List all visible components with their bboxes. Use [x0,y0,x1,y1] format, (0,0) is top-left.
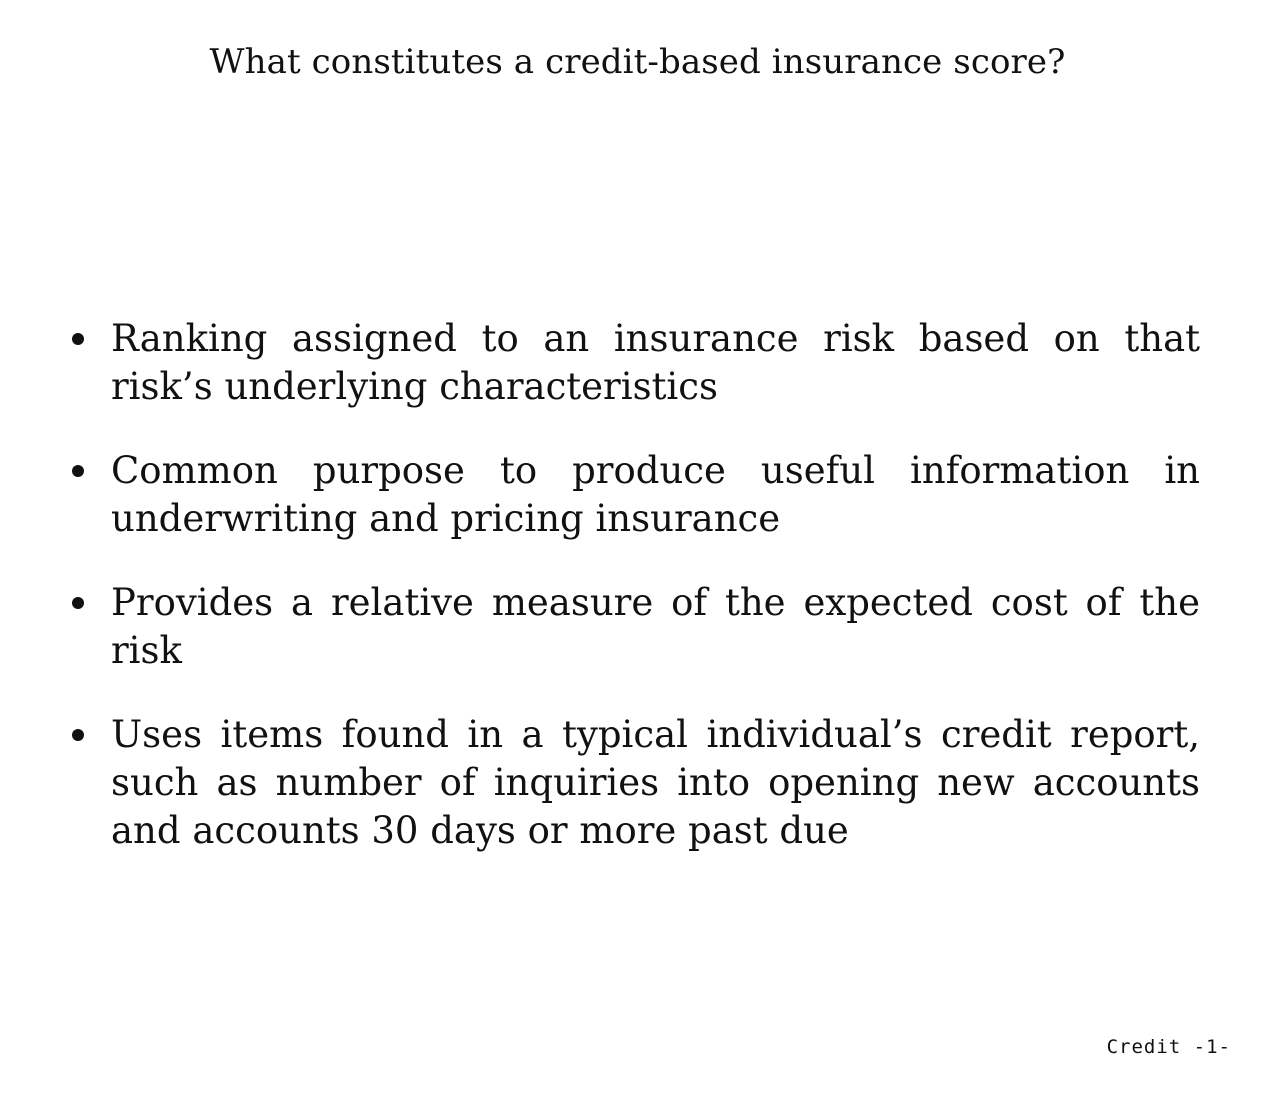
bullet-dot-icon [72,729,84,741]
bullet-text: Uses items found in a typical individual’s credit report, such as number of inquiries into opening new accounts and accounts 30 days or more past due [111,713,1200,852]
bullet-dot-icon [72,597,84,609]
bullet-dot-icon [72,465,84,477]
bullet-item-common-purpose [68,447,1200,543]
bullet-item-relative-measure [68,579,1200,675]
slide-title: What constitutes a credit-based insurance score? [209,42,1066,82]
bullet-item-credit-report-items [68,711,1200,855]
bullet-text: Common purpose to produce useful information in underwriting and pricing insurance [111,449,1200,540]
bullet-text: Ranking assigned to an insurance risk based on that risk’s underlying characteristics [111,317,1200,408]
bullet-list [68,315,1200,891]
bullet-item-ranking [68,315,1200,411]
bullet-dot-icon [72,333,84,345]
page-footer-label: Credit -1- [1106,1036,1231,1058]
bullet-text: Provides a relative measure of the expected cost of the risk [111,581,1200,672]
